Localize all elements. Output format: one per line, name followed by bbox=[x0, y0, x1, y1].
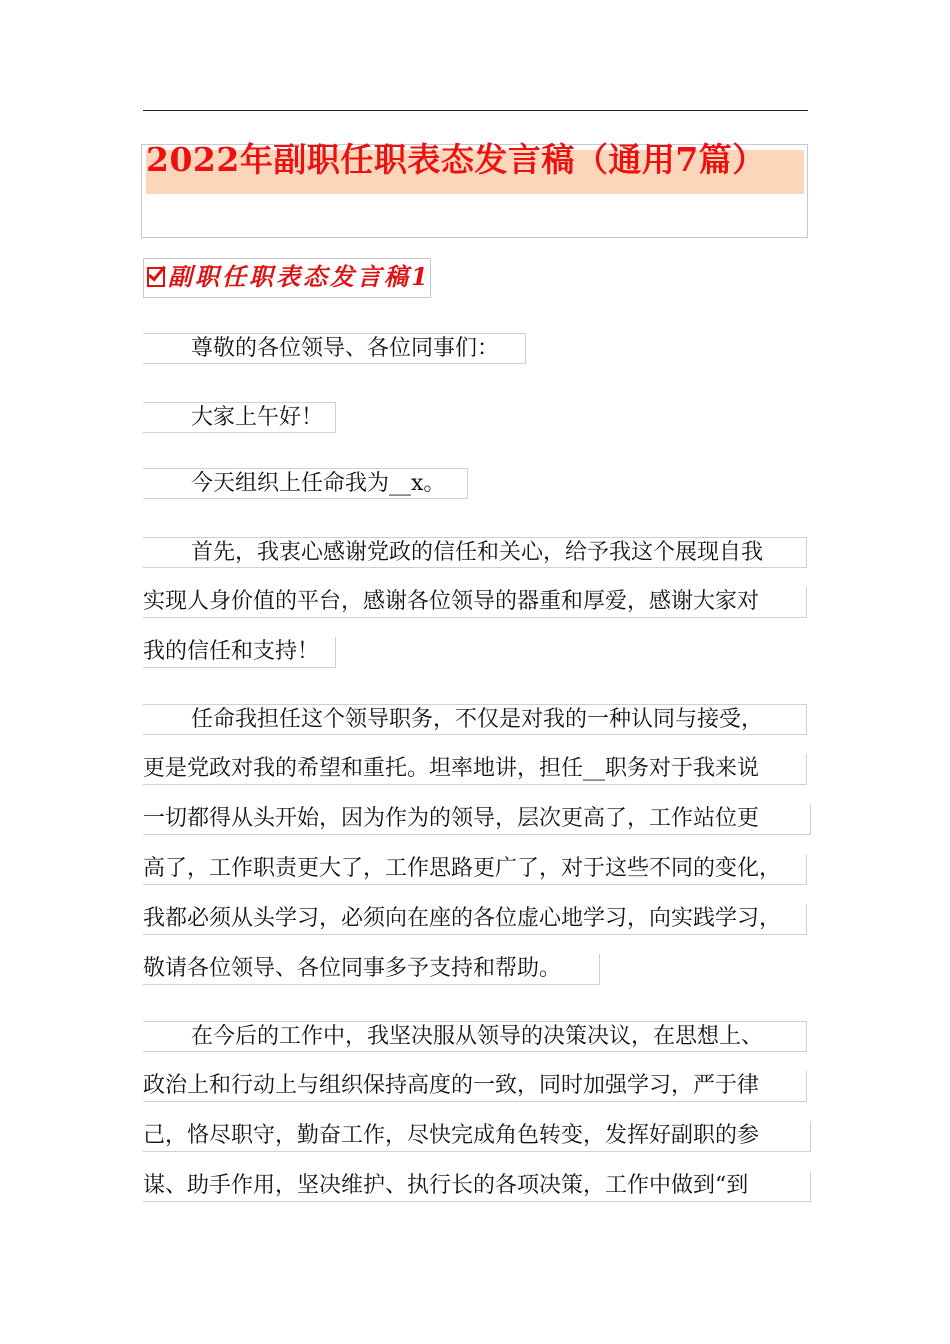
paragraph-line: 高了，工作职责更大了，工作思路更广了，对于这些不同的变化， bbox=[143, 854, 807, 885]
checkbox-checked-icon bbox=[147, 267, 165, 287]
paragraph-line: 更是党政对我的希望和重托。坦率地讲，担任__职务对于我来说 bbox=[143, 754, 807, 785]
paragraph-line: 政治上和行动上与组织保持高度的一致，同时加强学习，严于律 bbox=[143, 1071, 807, 1102]
paragraph-line: 我的信任和支持！ bbox=[143, 637, 336, 668]
paragraph-line: 大家上午好！ bbox=[143, 402, 336, 433]
paragraph-line: 我都必须从头学习，必须向在座的各位虚心地学习，向实践学习， bbox=[143, 904, 807, 935]
paragraph-line: 一切都得从头开始，因为作为的领导，层次更高了，工作站位更 bbox=[143, 804, 811, 835]
paragraph-line: 任命我担任这个领导职务，不仅是对我的一种认同与接受， bbox=[143, 704, 807, 735]
paragraph-line: 尊敬的各位领导、各位同事们： bbox=[143, 333, 526, 364]
paragraph-line: 今天组织上任命我为__x。 bbox=[143, 468, 468, 499]
paragraph-line: 在今后的工作中，我坚决服从领导的决策决议，在思想上、 bbox=[143, 1021, 807, 1052]
paragraph-line: 己，恪尽职守，勤奋工作，尽快完成角色转变，发挥好副职的参 bbox=[143, 1121, 811, 1152]
section-heading-text: 副职任职表态发言稿1 bbox=[168, 262, 431, 291]
paragraph-line: 敬请各位领导、各位同事多予支持和帮助。 bbox=[143, 954, 600, 985]
paragraph-line: 实现人身价值的平台，感谢各位领导的器重和厚爱，感谢大家对 bbox=[143, 587, 807, 618]
paragraph-line: 首先，我衷心感谢党政的信任和关心，给予我这个展现自我 bbox=[143, 537, 807, 568]
top-rule bbox=[143, 110, 808, 111]
section-heading bbox=[143, 258, 431, 298]
document-title: 2022年副职任职表态发言稿（通用7篇） bbox=[146, 140, 766, 179]
paragraph-line: 谋、助手作用，坚决维护、执行长的各项决策，工作中做到“到 bbox=[143, 1171, 811, 1202]
